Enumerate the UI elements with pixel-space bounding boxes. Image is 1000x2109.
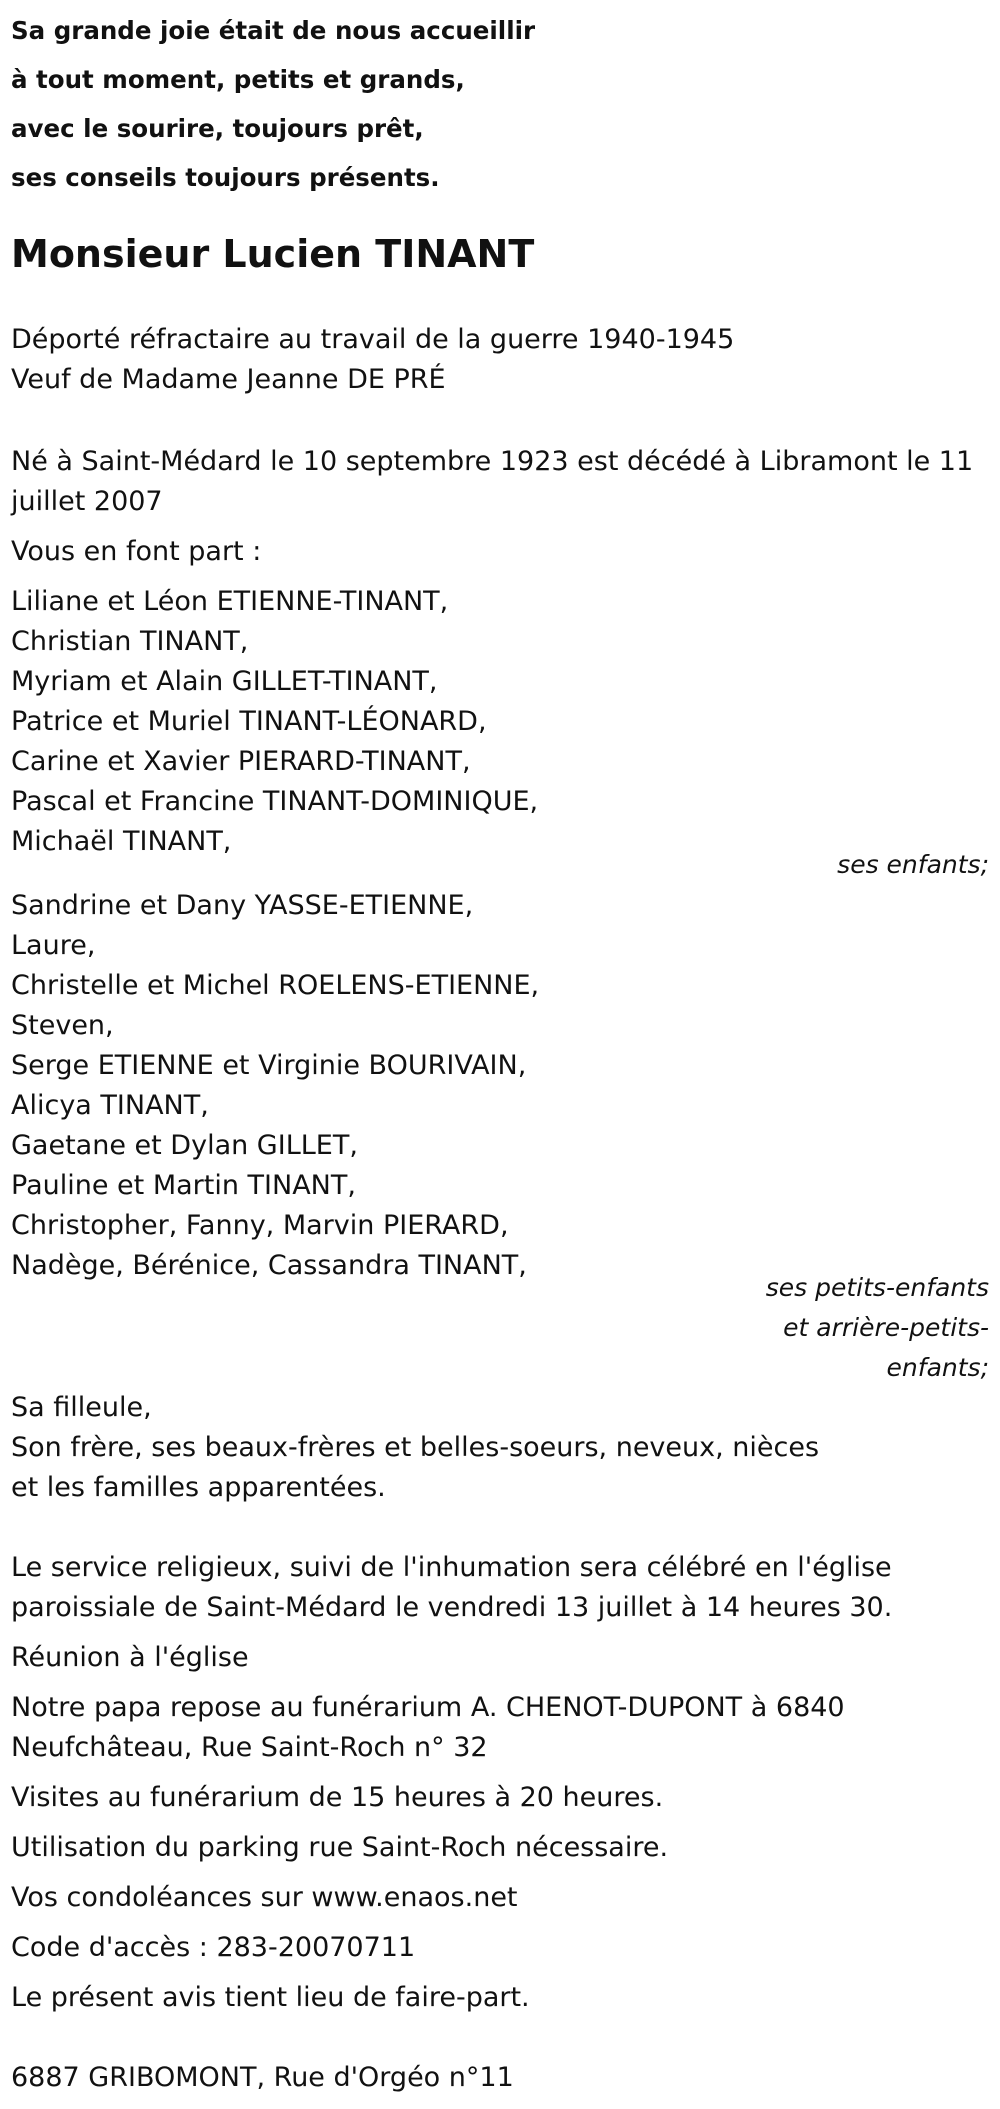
grandchild-line: Christopher, Fanny, Marvin PIERARD, bbox=[11, 1210, 509, 1241]
grandchild-line: Steven, bbox=[11, 1010, 114, 1041]
meeting-line: Réunion à l'église bbox=[11, 1642, 249, 1673]
grandchildren-label: et arrière-petits- bbox=[783, 1313, 989, 1342]
grandchild-line: Alicya TINANT, bbox=[11, 1090, 209, 1121]
grandchild-line: Pauline et Martin TINANT, bbox=[11, 1170, 356, 1201]
grandchild-line: Sandrine et Dany YASSE-ETIENNE, bbox=[11, 890, 474, 921]
child-line: Pascal et Francine TINANT-DOMINIQUE, bbox=[11, 786, 539, 817]
parking-line: Utilisation du parking rue Saint-Roch nécessaire. bbox=[11, 1832, 669, 1863]
grandchild-line: Gaetane et Dylan GILLET, bbox=[11, 1130, 358, 1161]
grandchild-line: Nadège, Bérénice, Cassandra TINANT, bbox=[11, 1250, 527, 1281]
child-line: Myriam et Alain GILLET-TINANT, bbox=[11, 666, 438, 697]
others-line: Sa filleule, bbox=[11, 1392, 152, 1423]
grandchild-line: Serge ETIENNE et Virginie BOURIVAIN, bbox=[11, 1050, 527, 1081]
address-line: 6887 GRIBOMONT, Rue d'Orgéo n°11 bbox=[11, 2062, 514, 2093]
visits-line: Visites au funérarium de 15 heures à 20 heures. bbox=[11, 1782, 664, 1813]
service-line: paroissiale de Saint-Médard le vendredi 13 juillet à 14 heures 30. bbox=[11, 1592, 893, 1623]
service-line: Le service religieux, suivi de l'inhumation sera célébré en l'église bbox=[11, 1552, 892, 1583]
birth-line: juillet 2007 bbox=[11, 486, 163, 517]
condolences-line: Vos condoléances sur www.enaos.net bbox=[11, 1882, 518, 1913]
poem-line: ses conseils toujours présents. bbox=[11, 163, 440, 192]
access-code-line: Code d'accès : 283-20070711 bbox=[11, 1932, 416, 1963]
child-line: Carine et Xavier PIERARD-TINANT, bbox=[11, 746, 471, 777]
poem bbox=[11, 6, 535, 202]
grandchildren-label: enfants; bbox=[886, 1353, 989, 1382]
child-line: Christian TINANT, bbox=[11, 626, 249, 657]
grandchild-line: Christelle et Michel ROELENS-ETIENNE, bbox=[11, 970, 540, 1001]
grandchildren-label: ses petits-enfants bbox=[765, 1273, 989, 1302]
funeral-home-line: Notre papa repose au funérarium A. CHENOT-DUPONT à 6840 bbox=[11, 1692, 845, 1723]
poem-line: Sa grande joie était de nous accueillir bbox=[11, 16, 536, 45]
child-line: Liliane et Léon ETIENNE-TINANT, bbox=[11, 586, 449, 617]
deceased-name: Monsieur Lucien TINANT bbox=[11, 232, 535, 276]
grandchild-line: Laure, bbox=[11, 930, 96, 961]
poem-line: à tout moment, petits et grands, bbox=[11, 65, 465, 94]
child-line: Michaël TINANT, bbox=[11, 826, 232, 857]
funeral-home-line: Neufchâteau, Rue Saint-Roch n° 32 bbox=[11, 1732, 488, 1763]
intro-line: Veuf de Madame Jeanne DE PRÉ bbox=[11, 364, 446, 395]
poem-line: avec le sourire, toujours prêt, bbox=[11, 114, 424, 143]
children-label: ses enfants; bbox=[837, 850, 989, 879]
intro-line: Déporté réfractaire au travail de la guerre 1940-1945 bbox=[11, 324, 735, 355]
others-line: et les familles apparentées. bbox=[11, 1472, 386, 1503]
announce-line: Vous en font part : bbox=[11, 536, 262, 567]
notice-line: Le présent avis tient lieu de faire-part. bbox=[11, 1982, 530, 2013]
birth-line: Né à Saint-Médard le 10 septembre 1923 est décédé à Libramont le 11 bbox=[11, 446, 974, 477]
others-line: Son frère, ses beaux-frères et belles-soeurs, neveux, nièces bbox=[11, 1432, 820, 1463]
child-line: Patrice et Muriel TINANT-LÉONARD, bbox=[11, 706, 487, 737]
